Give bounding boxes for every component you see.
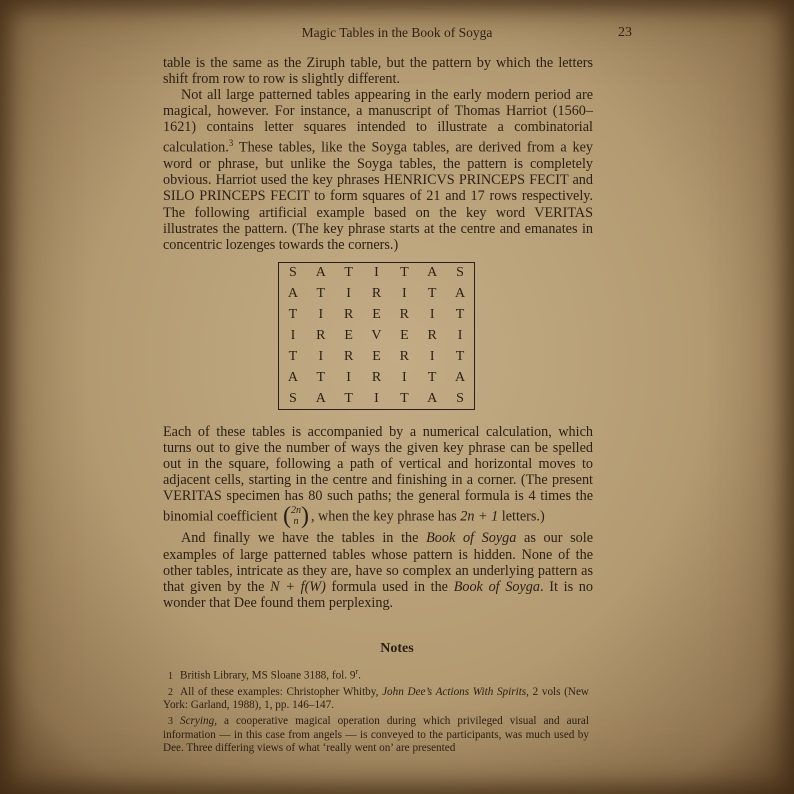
grid-cell: A (427, 265, 438, 281)
grid-cell: T (288, 307, 298, 323)
grid-cell: T (400, 265, 409, 281)
harriot-text-1: Not all large patterned tables appearing in the early modern period are magical, however. For instance, a manuscript of Thomas Harriot (1560–1621) contains letter squares intended to illustrate a combinatorial calculation. (163, 87, 593, 157)
calc-text-1: Each of these tables is accompanied by a numerical calculation, which turns out to give the number of ways the given key phrase can be spelled out in the square, following a path of vertical and horizontal moves to adjacent cells, starting in the centre and finishing in a corner. (The present VERITAS specimen has 80 such paths; the general formula is 4 times the binomial coefficient (163, 424, 593, 525)
binom-top: 2n (290, 505, 301, 517)
grid-cell: S (456, 390, 464, 406)
calc-text-3: letters.) (498, 508, 545, 525)
grid-cell: I (374, 265, 379, 281)
binom-bottom: n (293, 516, 299, 528)
grid-cell: A (315, 390, 326, 406)
body-text-bottom (163, 424, 593, 611)
grid-cell: I (402, 286, 407, 302)
grid-cell: I (429, 307, 435, 323)
grid-cell: T (316, 286, 326, 302)
soyga-text-3: formula used in the (325, 578, 454, 595)
binomial-coefficient: (2n n ) (282, 503, 309, 530)
grid-cell: T (344, 265, 353, 281)
paragraph-continuation: table is the same as the Ziruph table, but the pattern by which the letters shift from row to row is slightly different. (163, 55, 593, 88)
grid-cell: E (400, 327, 409, 343)
veritas-letter-square (278, 262, 475, 410)
grid-cell: T (344, 390, 353, 406)
grid-cell: R (343, 348, 354, 364)
grid-cell: A (287, 369, 298, 385)
running-header (0, 25, 794, 45)
grid-cell: I (374, 390, 379, 406)
grid-cell: I (402, 369, 407, 385)
grid-cell: I (346, 286, 351, 302)
grid-cell: T (288, 348, 298, 364)
grid-cell: R (399, 307, 410, 323)
book-title-2: Book of Soyga (453, 578, 540, 595)
note-text-tail: , 2 vols (New York: Garland, 1988), 1, pp. 146–147. (163, 685, 590, 712)
grid-cell: E (372, 307, 381, 323)
grid-cell: T (400, 390, 409, 406)
grid-cell: S (456, 265, 464, 281)
grid-cell: E (372, 348, 381, 364)
grid-cell: S (289, 390, 297, 406)
math-2n-plus-1: 2n + 1 (460, 508, 499, 525)
grid-cell: R (371, 369, 382, 385)
soyga-text-1: And finally we have the tables in the (181, 530, 427, 547)
note-1 (163, 665, 589, 683)
grid-cell: T (455, 307, 465, 323)
note-number: 2 (168, 686, 173, 698)
grid-cell: T (455, 348, 465, 364)
notes-heading: Notes (380, 641, 414, 656)
grid-cell: A (455, 286, 466, 302)
note-2 (163, 686, 589, 712)
calc-text-2: , when the key phrase has (310, 508, 461, 525)
page-number: 23 (618, 25, 632, 40)
note-text: , a cooperative magical operation during which privileged visual and aural information — in this case from angels — is conveyed to the participants, was much used by Dee. Three differing views of what ‘really went on’ are presented (163, 715, 589, 754)
grid-cell: R (316, 327, 326, 343)
grid-cell: A (315, 265, 326, 281)
note-text: British Library, MS Sloane 3188, fol. 9 (180, 669, 356, 682)
grid-cell: I (346, 369, 351, 385)
paragraph-soyga (163, 530, 593, 610)
paragraph-calculation (163, 424, 593, 530)
grid-cell: A (455, 369, 466, 385)
note-book-title: John Dee’s Actions With Spirits (382, 685, 527, 698)
grid-cell: T (427, 369, 437, 385)
body-text-top (163, 55, 593, 253)
harriot-text-2: These tables, like the Soyga tables, are derived from a key word or phrase, but unlike the Soyga tables, the pattern is completely obvious. Harriot used the key phrases HENRICVS PRINCEPS FECIT and SILO PRINCEPS FECIT to form squares of 21 and 17 rows respectively. The following artificial example based on the key word VERITAS illustrates the pattern. (The key phrase starts at the centre and emanates in concentric lozenges towards the corners.) (163, 140, 593, 253)
formula-n-fw: N + f(W) (270, 578, 326, 595)
grid-cell: R (427, 327, 437, 343)
grid-cell: S (289, 265, 297, 281)
grid-cell: I (457, 327, 463, 343)
soyga-text-4: . It is no wonder that Dee found them perplexing. (163, 578, 593, 611)
notes-list (163, 665, 589, 758)
grid-cell: R (343, 307, 354, 323)
paragraph-harriot (163, 87, 593, 253)
grid-cell: A (287, 286, 298, 302)
note-number: 1 (168, 670, 173, 682)
note-text: All of these examples: Christopher Whitby, (180, 685, 383, 698)
note-text-tail: . (358, 669, 361, 682)
book-title-1: Book of Soyga (426, 530, 517, 547)
note-number: 3 (168, 716, 173, 728)
note-superscript: r (355, 667, 359, 676)
grid-cell: T (316, 369, 326, 385)
grid-cell: I (429, 348, 435, 364)
grid-cell: I (290, 327, 296, 343)
grid-cell: V (371, 327, 382, 343)
grid-cell: A (427, 390, 438, 406)
grid-cell: R (371, 286, 382, 302)
grid-cell: R (399, 348, 410, 364)
footnote-ref-3[interactable]: 3 (228, 138, 234, 149)
grid-cell: I (318, 307, 324, 323)
running-title: Magic Tables in the Book of Soyga (301, 25, 493, 40)
grid-cell: I (318, 348, 324, 364)
grid-cell: T (427, 286, 437, 302)
note-3 (163, 715, 589, 755)
grid-cell: E (344, 327, 353, 343)
note-term: Scrying (180, 715, 215, 728)
soyga-text-2: as our sole examples of large patterned tables whose pattern is hidden. None of the other tables, intricate as they are, have so complex an underlying pattern as that given by the (163, 530, 594, 595)
